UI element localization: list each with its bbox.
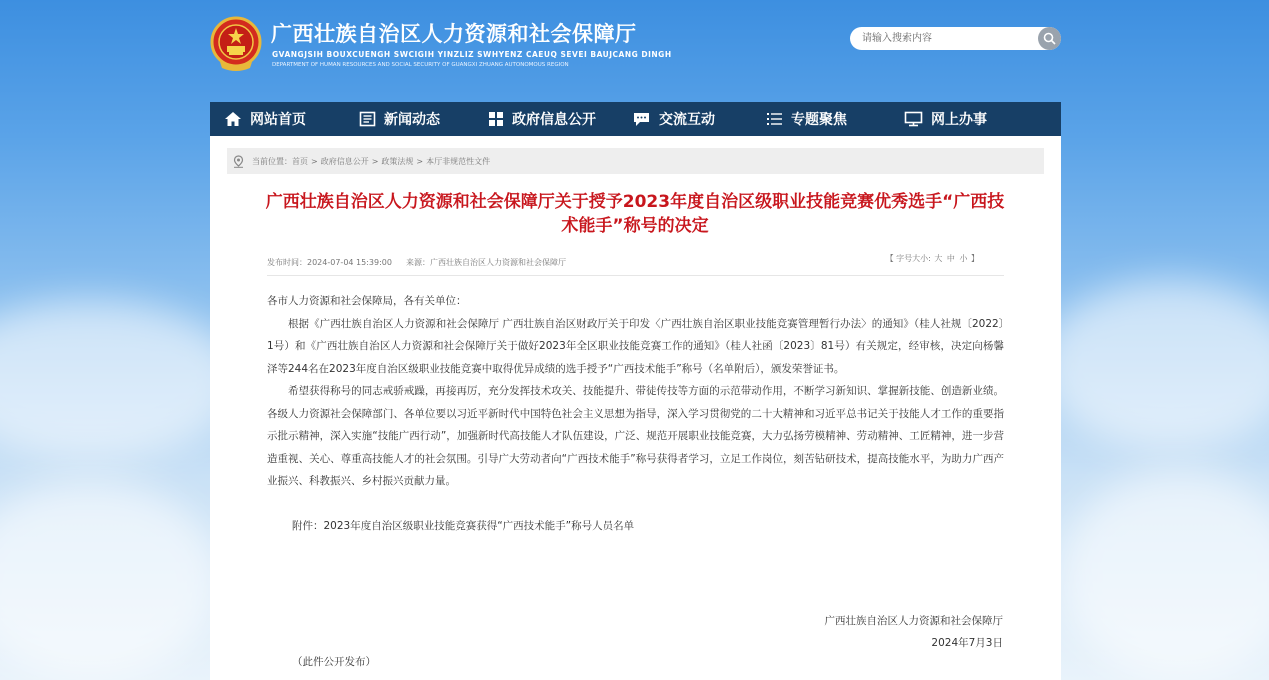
nav-item-label: 网站首页 xyxy=(250,112,306,128)
search-box xyxy=(850,27,1061,50)
article-body xyxy=(267,290,1004,493)
font-size-label: 【 字号大小: xyxy=(885,254,931,263)
site-title: 广西壮族自治区人力资源和社会保障厅 xyxy=(271,22,637,46)
nav-item-label: 新闻动态 xyxy=(384,112,440,128)
nav-item-label: 政府信息公开 xyxy=(512,112,596,128)
nav-item-news[interactable] xyxy=(359,102,440,136)
breadcrumb xyxy=(227,148,1044,174)
article-container xyxy=(210,136,1061,680)
home-icon xyxy=(224,111,242,127)
attachment-link[interactable]: 附件：2023年度自治区级职业技能竞赛获得“广西技术能手”称号人员名单 xyxy=(292,520,635,532)
breadcrumb-link-policy[interactable]: 政策法规 xyxy=(381,156,414,166)
publish-time-label: 发布时间： xyxy=(267,258,307,267)
font-size-medium-button[interactable]: 中 xyxy=(946,254,955,263)
site-english-subtitle: DEPARTMENT OF HUMAN RESOURCES AND SOCIAL SECURITY OF GUANGXI ZHUANG AUTONOMOUS REGION xyxy=(272,62,569,68)
search-icon xyxy=(1043,32,1056,45)
nav-item-label: 交流互动 xyxy=(659,112,715,128)
breadcrumb-separator: > xyxy=(311,156,318,166)
background-cloud xyxy=(0,480,220,680)
nav-item-topics[interactable] xyxy=(766,102,847,136)
nav-item-interaction[interactable] xyxy=(632,102,715,136)
national-emblem-icon xyxy=(210,16,262,72)
meta-divider xyxy=(267,275,1004,276)
breadcrumb-separator: > xyxy=(416,156,424,166)
public-note: （此件公开发布） xyxy=(292,656,376,668)
nav-item-online-service[interactable] xyxy=(904,102,987,136)
site-pinyin-subtitle: GVANGJSIH BOUXCUENGH SWCIGIH YINZLIZ SWHYENZ CAEUQ SEVEI BAUJCANG DINGH xyxy=(272,50,672,59)
body-paragraph: 根据《广西壮族自治区人力资源和社会保障厅 广西壮族自治区财政厅关于印发〈广西壮族自治区职业技能竞赛管理暂行办法〉的通知》（桂人社规〔2022〕1号）和《广西壮族自治区人力资源和社会保障厅关于做好2023年全区职业技能竞赛工作的通知》（桂人社函〔2023〕81号）有关规定，经审核，决定向杨馨泽等244名在2023年度自治区级职业技能竞赛中取得优异成绩的选手授予“广西技术能手”称号（名单附后），颁发荣誉证书。 xyxy=(267,317,1004,375)
breadcrumb-link-home[interactable]: 首页 xyxy=(292,156,308,166)
source-value: 广西壮族自治区人力资源和社会保障厅 xyxy=(429,258,566,267)
signature-date: 2024年7月3日 xyxy=(931,637,1003,649)
news-icon xyxy=(359,111,376,127)
article-meta xyxy=(267,257,572,268)
article-title: 广西壮族自治区人力资源和社会保障厅关于授予2023年度自治区级职业技能竞赛优秀选手“广西技术能手”称号的决定 xyxy=(265,192,1005,236)
breadcrumb-link-documents[interactable]: 本厅非规范性文件 xyxy=(426,156,491,166)
monitor-icon xyxy=(904,111,923,127)
nav-item-home[interactable] xyxy=(224,102,306,136)
list-icon xyxy=(766,111,783,127)
background-cloud xyxy=(1060,470,1269,680)
signature-block xyxy=(825,610,1004,654)
grid-icon xyxy=(488,111,504,127)
font-size-bracket: 】 xyxy=(971,254,979,263)
body-paragraph: 希望获得称号的同志戒骄戒躁，再接再厉，充分发挥技术攻关、技能提升、带徒传技等方面的示范带动作用，不断学习新知识、掌握新技能、创造新业绩。各级人力资源社会保障部门、各单位要以习近平新时代中国特色社会主义思想为指导，深入学习贯彻党的二十大精神和习近平总书记关于技能人才工作的重要指示批示精神，深入实施“技能广西行动”，加强新时代高技能人才队伍建设，广泛、规范开展职业技能竞赛，大力弘扬劳模精神、劳动精神、工匠精神，进一步营造重视、关心、尊重高技能人才的社会氛围。引导广大劳动者向“广西技术能手”称号获得者学习，立足工作岗位，刻苦钻研技术，提高技能水平，为助力广西产业振兴、科教振兴、乡村振兴贡献力量。 xyxy=(267,385,1004,487)
chat-icon xyxy=(632,111,651,127)
nav-item-label: 网上办事 xyxy=(931,112,987,128)
main-nav xyxy=(210,102,1061,136)
font-size-control xyxy=(886,253,979,264)
font-size-small-button[interactable]: 小 xyxy=(959,254,968,263)
breadcrumb-link-gov-info[interactable]: 政府信息公开 xyxy=(320,156,369,166)
location-pin-icon xyxy=(233,155,244,168)
font-size-large-button[interactable]: 大 xyxy=(934,254,943,263)
nav-item-label: 专题聚焦 xyxy=(791,112,847,128)
search-input[interactable] xyxy=(862,27,1032,50)
background-cloud xyxy=(1040,280,1269,450)
breadcrumb-prefix: 当前位置： xyxy=(252,156,292,166)
background-cloud xyxy=(0,300,240,460)
publish-time: 2024-07-04 15:39:00 xyxy=(307,258,392,267)
salutation: 各市人力资源和社会保障局，各有关单位： xyxy=(267,295,467,307)
nav-item-gov-info[interactable] xyxy=(488,102,596,136)
search-button[interactable] xyxy=(1038,27,1061,50)
site-header xyxy=(210,12,1061,84)
breadcrumb-separator: > xyxy=(371,156,379,166)
source-label: 来源： xyxy=(405,258,430,267)
signature-organization: 广西壮族自治区人力资源和社会保障厅 xyxy=(824,615,1003,627)
